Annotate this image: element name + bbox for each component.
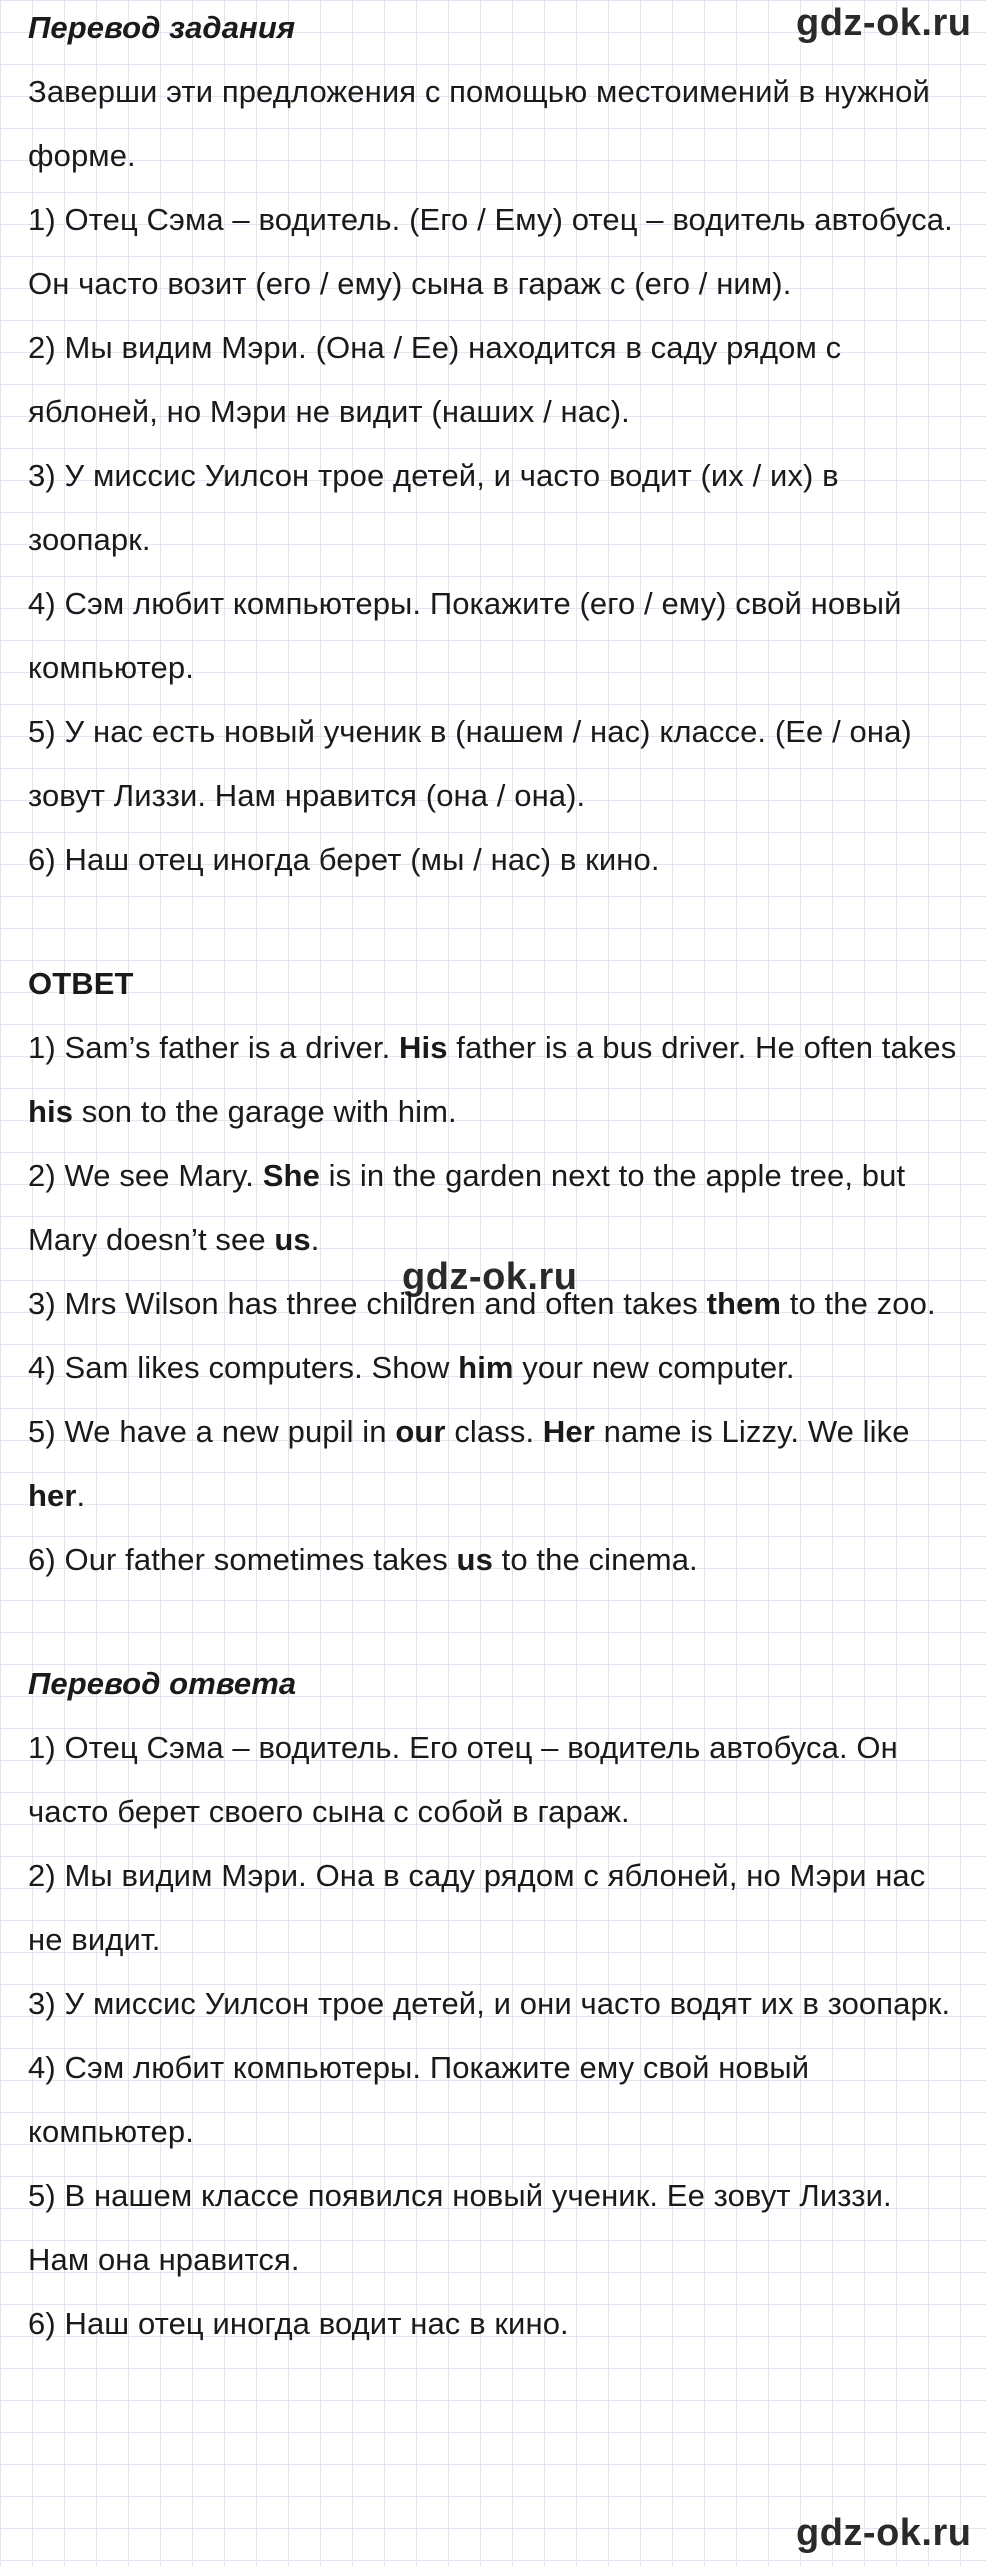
watermark-bottom: gdz-ok.ru: [796, 2512, 972, 2554]
answer-pronoun: Her: [542, 1414, 595, 1449]
answer-text: 1) Sam’s father is a driver.: [28, 1030, 400, 1065]
task-item-3: 3) У миссис Уилсон трое детей, и часто водит (их / их) в зоопарк.: [28, 458, 839, 557]
answer-translation-heading: Перевод ответа: [28, 1666, 297, 1701]
answer-pronoun: him: [458, 1350, 514, 1385]
task-item-6: 6) Наш отец иногда берет (мы / нас) в кино.: [28, 842, 660, 877]
answer-text: .: [76, 1478, 86, 1513]
watermark-top: gdz-ok.ru: [796, 2, 972, 44]
answer-item-4: [28, 1336, 958, 1400]
task-translation-heading: Перевод задания: [28, 10, 296, 45]
content: [28, 0, 958, 2356]
answer-text: 4) Sam likes computers. Show: [28, 1350, 459, 1385]
answer-translation-item-2: 2) Мы видим Мэри. Она в саду рядом с яблоней, но Мэри нас не видит.: [28, 1858, 926, 1957]
answer-item-6: [28, 1528, 958, 1592]
task-item-2: 2) Мы видим Мэри. (Она / Ее) находится в саду рядом с яблоней, но Мэри не видит (наших / нас).: [28, 330, 842, 429]
answer-text: 6) Our father sometimes takes: [28, 1542, 457, 1577]
answer-translation-item-3: 3) У миссис Уилсон трое детей, и они часто водят их в зоопарк.: [28, 1986, 951, 2021]
answer-item-2: [28, 1144, 958, 1272]
answer-text: 3) Mrs Wilson has three children and often takes: [28, 1286, 707, 1321]
answer-pronoun: She: [262, 1158, 320, 1193]
answer-translation-item-1: 1) Отец Сэма – водитель. Его отец – водитель автобуса. Он часто берет своего сына с собой в гараж.: [28, 1730, 898, 1829]
answer-text: your new computer.: [513, 1350, 795, 1385]
task-item-1: 1) Отец Сэма – водитель. (Его / Ему) отец – водитель автобуса. Он часто возит (его / ему) сына в гараж с (его / ним).: [28, 202, 953, 301]
answer-pronoun: us: [456, 1542, 493, 1577]
answer-pronoun: them: [706, 1286, 782, 1321]
answer-text: to the zoo.: [781, 1286, 936, 1321]
answer-translation-item-5: 5) В нашем классе появился новый ученик. Ее зовут Лиззи. Нам она нравится.: [28, 2178, 892, 2277]
answer-translation-item-6: 6) Наш отец иногда водит нас в кино.: [28, 2306, 569, 2341]
answer-pronoun: her: [28, 1478, 77, 1513]
task-intro: Заверши эти предложения с помощью местоимений в нужной форме.: [28, 74, 930, 173]
answer-text: son to the garage with him.: [73, 1094, 457, 1129]
watermark-middle: gdz-ok.ru: [402, 1256, 578, 1298]
answer-text: .: [310, 1222, 320, 1257]
answer-text: 2) We see Mary.: [28, 1158, 263, 1193]
answer-text: is in the garden next to the apple tree, but Mary doesn’t see: [28, 1158, 906, 1257]
answer-text: class.: [445, 1414, 543, 1449]
answer-text: 5) We have a new pupil in: [28, 1414, 396, 1449]
answer-heading: ОТВЕТ: [28, 966, 134, 1001]
answer-pronoun: us: [274, 1222, 311, 1257]
task-item-4: 4) Сэм любит компьютеры. Покажите (его / ему) свой новый компьютер.: [28, 586, 902, 685]
answer-text: father is a bus driver. He often takes: [447, 1030, 957, 1065]
answer-translation-item-4: 4) Сэм любит компьютеры. Покажите ему свой новый компьютер.: [28, 2050, 810, 2149]
answer-item-1: [28, 1016, 958, 1144]
answer-item-5: [28, 1400, 958, 1528]
answer-text: name is Lizzy. We like: [594, 1414, 910, 1449]
answer-pronoun: his: [28, 1094, 74, 1129]
answer-text: to the cinema.: [492, 1542, 698, 1577]
task-item-5: 5) У нас есть новый ученик в (нашем / нас) классе. (Ее / она) зовут Лиззи. Нам нравится (она / она).: [28, 714, 912, 813]
answer-pronoun: His: [399, 1030, 448, 1065]
answer-pronoun: our: [395, 1414, 446, 1449]
answer-item-3: [28, 1272, 958, 1336]
